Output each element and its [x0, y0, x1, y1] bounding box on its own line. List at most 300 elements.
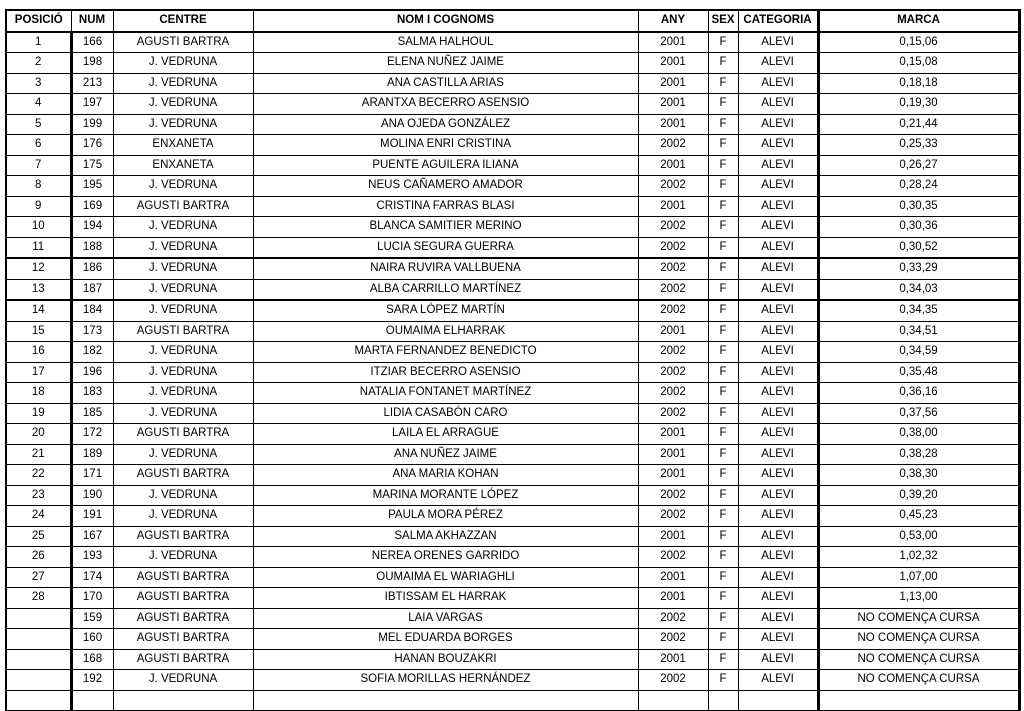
cell-sex: F [708, 362, 738, 383]
cell-categoria: ALEVI [738, 588, 818, 609]
cell-num: 187 [71, 279, 113, 300]
cell-categoria: ALEVI [738, 629, 818, 650]
cell-marca: 0,34,59 [818, 342, 1019, 363]
cell-any: 2002 [638, 547, 708, 568]
cell-centre [113, 690, 253, 711]
table-row [6, 567, 1019, 588]
cell-posicio: 3 [6, 73, 71, 94]
cell-marca: 0,15,06 [818, 32, 1019, 53]
table-row [6, 196, 1019, 217]
table-row [6, 135, 1019, 156]
cell-any: 2002 [638, 258, 708, 279]
table-row [6, 217, 1019, 238]
table-row [6, 403, 1019, 424]
cell-any: 2002 [638, 403, 708, 424]
cell-marca: 0,25,33 [818, 135, 1019, 156]
cell-nom: NAIRA RUVIRA VALLBUENA [253, 258, 638, 279]
header-posicio: POSICIÓ [6, 10, 71, 32]
cell-categoria: ALEVI [738, 383, 818, 404]
cell-nom: NEREA ORENES GARRIDO [253, 547, 638, 568]
cell-sex: F [708, 155, 738, 176]
results-table [5, 9, 1021, 711]
table-row [6, 526, 1019, 547]
cell-centre: J. VEDRUNA [113, 403, 253, 424]
cell-any: 2002 [638, 279, 708, 300]
cell-marca: 0,39,20 [818, 485, 1019, 506]
cell-categoria: ALEVI [738, 485, 818, 506]
cell-centre: J. VEDRUNA [113, 114, 253, 135]
cell-num: 160 [71, 629, 113, 650]
table-row [6, 73, 1019, 94]
cell-sex: F [708, 196, 738, 217]
cell-any: 2001 [638, 53, 708, 74]
cell-num: 184 [71, 300, 113, 321]
cell-nom: LIDIA CASABÓN CARO [253, 403, 638, 424]
cell-sex: F [708, 321, 738, 342]
cell-marca: 0,34,03 [818, 279, 1019, 300]
table-row [6, 258, 1019, 279]
cell-marca: 0,45,23 [818, 506, 1019, 527]
header-centre: CENTRE [113, 10, 253, 32]
cell-sex: F [708, 114, 738, 135]
cell-posicio: 22 [6, 465, 71, 486]
cell-marca: NO COMENÇA CURSA [818, 608, 1019, 629]
cell-categoria: ALEVI [738, 53, 818, 74]
table-row [6, 383, 1019, 404]
cell-any: 2001 [638, 32, 708, 53]
cell-centre: J. VEDRUNA [113, 300, 253, 321]
cell-marca: 0,26,27 [818, 155, 1019, 176]
cell-nom: MARINA MORANTE LÓPEZ [253, 485, 638, 506]
table-row [6, 588, 1019, 609]
cell-any: 2001 [638, 321, 708, 342]
cell-sex: F [708, 300, 738, 321]
cell-categoria: ALEVI [738, 465, 818, 486]
cell-nom: SARA LÓPEZ MARTÍN [253, 300, 638, 321]
cell-categoria: ALEVI [738, 321, 818, 342]
cell-sex: F [708, 279, 738, 300]
table-row [6, 629, 1019, 650]
cell-posicio: 14 [6, 300, 71, 321]
cell-nom: ARANTXA BECERRO ASENSIO [253, 94, 638, 115]
cell-num: 174 [71, 567, 113, 588]
cell-any: 2001 [638, 526, 708, 547]
cell-centre: J. VEDRUNA [113, 342, 253, 363]
cell-nom: LAILA EL ARRAGUE [253, 424, 638, 445]
cell-nom: NATALIA FONTANET MARTÍNEZ [253, 383, 638, 404]
cell-any: 2002 [638, 217, 708, 238]
cell-any: 2001 [638, 465, 708, 486]
cell-num: 166 [71, 32, 113, 53]
cell-categoria: ALEVI [738, 258, 818, 279]
cell-posicio: 20 [6, 424, 71, 445]
cell-any: 2002 [638, 135, 708, 156]
cell-centre: AGUSTI BARTRA [113, 608, 253, 629]
cell-num: 191 [71, 506, 113, 527]
cell-marca: 0,18,18 [818, 73, 1019, 94]
header-num: NUM [71, 10, 113, 32]
cell-sex: F [708, 506, 738, 527]
cell-num: 196 [71, 362, 113, 383]
cell-categoria: ALEVI [738, 567, 818, 588]
cell-posicio: 10 [6, 217, 71, 238]
table-row [6, 94, 1019, 115]
cell-centre: ENXANETA [113, 155, 253, 176]
cell-centre: J. VEDRUNA [113, 506, 253, 527]
table-row [6, 114, 1019, 135]
table-row [6, 362, 1019, 383]
cell-sex: F [708, 237, 738, 258]
cell-centre: J. VEDRUNA [113, 73, 253, 94]
cell-nom: IBTISSAM EL HARRAK [253, 588, 638, 609]
cell-any [638, 690, 708, 711]
cell-num [71, 690, 113, 711]
table-row [6, 321, 1019, 342]
cell-marca: 0,37,56 [818, 403, 1019, 424]
header-any: ANY [638, 10, 708, 32]
cell-sex: F [708, 342, 738, 363]
cell-categoria: ALEVI [738, 94, 818, 115]
cell-num: 183 [71, 383, 113, 404]
cell-num: 189 [71, 444, 113, 465]
cell-sex: F [708, 94, 738, 115]
cell-marca: 0,33,29 [818, 258, 1019, 279]
cell-posicio: 21 [6, 444, 71, 465]
cell-any: 2002 [638, 300, 708, 321]
cell-num: 194 [71, 217, 113, 238]
cell-nom: MOLINA ENRI CRISTINA [253, 135, 638, 156]
cell-centre: AGUSTI BARTRA [113, 465, 253, 486]
cell-nom [253, 690, 638, 711]
cell-sex: F [708, 649, 738, 670]
cell-num: 173 [71, 321, 113, 342]
cell-any: 2001 [638, 155, 708, 176]
cell-centre: J. VEDRUNA [113, 217, 253, 238]
table-row [6, 649, 1019, 670]
table-row [6, 547, 1019, 568]
cell-any: 2001 [638, 196, 708, 217]
cell-posicio [6, 608, 71, 629]
cell-marca: 1,13,00 [818, 588, 1019, 609]
cell-sex: F [708, 403, 738, 424]
cell-posicio: 18 [6, 383, 71, 404]
cell-centre: J. VEDRUNA [113, 258, 253, 279]
cell-num: 176 [71, 135, 113, 156]
table-row [6, 342, 1019, 363]
cell-num: 167 [71, 526, 113, 547]
cell-sex: F [708, 547, 738, 568]
cell-num: 159 [71, 608, 113, 629]
cell-any: 2002 [638, 485, 708, 506]
cell-sex: F [708, 73, 738, 94]
cell-marca: NO COMENÇA CURSA [818, 629, 1019, 650]
cell-categoria: ALEVI [738, 73, 818, 94]
cell-categoria: ALEVI [738, 155, 818, 176]
cell-sex: F [708, 217, 738, 238]
cell-marca: NO COMENÇA CURSA [818, 670, 1019, 691]
cell-sex: F [708, 135, 738, 156]
cell-centre: AGUSTI BARTRA [113, 321, 253, 342]
cell-marca: 0,38,28 [818, 444, 1019, 465]
cell-marca: 0,38,00 [818, 424, 1019, 445]
header-sex: SEX [708, 10, 738, 32]
table-row [6, 444, 1019, 465]
cell-centre: AGUSTI BARTRA [113, 649, 253, 670]
cell-num: 190 [71, 485, 113, 506]
cell-marca: 0,34,35 [818, 300, 1019, 321]
cell-nom: ANA CASTILLA ARIAS [253, 73, 638, 94]
cell-categoria: ALEVI [738, 506, 818, 527]
cell-nom: BLANCA SAMITIER MERINO [253, 217, 638, 238]
cell-posicio: 5 [6, 114, 71, 135]
cell-any: 2002 [638, 608, 708, 629]
cell-marca: 0,30,35 [818, 196, 1019, 217]
cell-marca: 0,30,36 [818, 217, 1019, 238]
cell-centre: J. VEDRUNA [113, 670, 253, 691]
cell-nom: PAULA MORA PÉREZ [253, 506, 638, 527]
cell-posicio: 27 [6, 567, 71, 588]
cell-nom: PUENTE AGUILERA ILIANA [253, 155, 638, 176]
cell-any: 2001 [638, 73, 708, 94]
cell-categoria: ALEVI [738, 547, 818, 568]
cell-num: 198 [71, 53, 113, 74]
cell-nom: MEL EDUARDA BORGES [253, 629, 638, 650]
cell-num: 172 [71, 424, 113, 445]
cell-categoria: ALEVI [738, 424, 818, 445]
cell-centre: J. VEDRUNA [113, 383, 253, 404]
header-marca: MARCA [818, 10, 1019, 32]
cell-nom: SALMA AKHAZZAN [253, 526, 638, 547]
cell-centre: J. VEDRUNA [113, 547, 253, 568]
cell-centre: J. VEDRUNA [113, 176, 253, 197]
table-row [6, 176, 1019, 197]
cell-num: 168 [71, 649, 113, 670]
cell-marca: 0,34,51 [818, 321, 1019, 342]
header-categoria: CATEGORIA [738, 10, 818, 32]
cell-nom: LUCIA SEGURA GUERRA [253, 237, 638, 258]
cell-marca: 0,53,00 [818, 526, 1019, 547]
cell-sex: F [708, 608, 738, 629]
results-body [6, 32, 1019, 711]
cell-centre: J. VEDRUNA [113, 444, 253, 465]
cell-marca: NO COMENÇA CURSA [818, 649, 1019, 670]
cell-num: 171 [71, 465, 113, 486]
cell-num: 186 [71, 258, 113, 279]
cell-posicio: 17 [6, 362, 71, 383]
cell-categoria: ALEVI [738, 300, 818, 321]
cell-nom: ANA NUÑEZ JAIME [253, 444, 638, 465]
cell-posicio: 4 [6, 94, 71, 115]
cell-nom: OUMAIMA EL WARIAGHLI [253, 567, 638, 588]
table-row [6, 155, 1019, 176]
cell-marca: 0,35,48 [818, 362, 1019, 383]
cell-marca [818, 690, 1019, 711]
cell-centre: J. VEDRUNA [113, 362, 253, 383]
cell-posicio: 26 [6, 547, 71, 568]
cell-num: 188 [71, 237, 113, 258]
cell-marca: 0,30,52 [818, 237, 1019, 258]
cell-num: 185 [71, 403, 113, 424]
cell-any: 2002 [638, 629, 708, 650]
cell-centre: AGUSTI BARTRA [113, 588, 253, 609]
cell-posicio: 28 [6, 588, 71, 609]
cell-nom: SOFIA MORILLAS HERNÁNDEZ [253, 670, 638, 691]
cell-any: 2001 [638, 114, 708, 135]
cell-sex: F [708, 670, 738, 691]
cell-marca: 1,07,00 [818, 567, 1019, 588]
cell-any: 2002 [638, 237, 708, 258]
cell-sex: F [708, 629, 738, 650]
table-row [6, 465, 1019, 486]
cell-posicio: 24 [6, 506, 71, 527]
cell-marca: 0,36,16 [818, 383, 1019, 404]
cell-posicio: 16 [6, 342, 71, 363]
cell-posicio: 12 [6, 258, 71, 279]
cell-centre: AGUSTI BARTRA [113, 526, 253, 547]
cell-sex: F [708, 567, 738, 588]
cell-any: 2002 [638, 342, 708, 363]
table-row [6, 506, 1019, 527]
cell-nom: ITZIAR BECERRO ASENSIO [253, 362, 638, 383]
cell-categoria: ALEVI [738, 196, 818, 217]
cell-num: 195 [71, 176, 113, 197]
cell-nom: HANAN BOUZAKRI [253, 649, 638, 670]
cell-sex: F [708, 424, 738, 445]
cell-posicio: 8 [6, 176, 71, 197]
cell-marca: 1,02,32 [818, 547, 1019, 568]
cell-categoria: ALEVI [738, 526, 818, 547]
cell-sex [708, 690, 738, 711]
cell-posicio: 19 [6, 403, 71, 424]
cell-categoria: ALEVI [738, 403, 818, 424]
cell-any: 2002 [638, 506, 708, 527]
cell-any: 2001 [638, 424, 708, 445]
cell-marca: 0,21,44 [818, 114, 1019, 135]
cell-centre: ENXANETA [113, 135, 253, 156]
table-row [6, 279, 1019, 300]
cell-categoria [738, 690, 818, 711]
cell-posicio: 13 [6, 279, 71, 300]
cell-num: 182 [71, 342, 113, 363]
cell-categoria: ALEVI [738, 237, 818, 258]
cell-sex: F [708, 526, 738, 547]
cell-marca: 0,38,30 [818, 465, 1019, 486]
cell-sex: F [708, 485, 738, 506]
table-row [6, 424, 1019, 445]
cell-centre: AGUSTI BARTRA [113, 629, 253, 650]
cell-sex: F [708, 176, 738, 197]
cell-num: 193 [71, 547, 113, 568]
cell-nom: ALBA CARRILLO MARTÍNEZ [253, 279, 638, 300]
cell-any: 2002 [638, 383, 708, 404]
cell-nom: ANA OJEDA GONZÁLEZ [253, 114, 638, 135]
cell-nom: SALMA HALHOUL [253, 32, 638, 53]
table-row [6, 670, 1019, 691]
cell-categoria: ALEVI [738, 176, 818, 197]
cell-sex: F [708, 444, 738, 465]
cell-sex: F [708, 465, 738, 486]
cell-posicio: 23 [6, 485, 71, 506]
cell-num: 199 [71, 114, 113, 135]
cell-categoria: ALEVI [738, 362, 818, 383]
cell-posicio [6, 690, 71, 711]
cell-num: 169 [71, 196, 113, 217]
cell-posicio: 11 [6, 237, 71, 258]
cell-any: 2001 [638, 94, 708, 115]
cell-any: 2001 [638, 567, 708, 588]
cell-nom: NEUS CAÑAMERO AMADOR [253, 176, 638, 197]
cell-centre: J. VEDRUNA [113, 53, 253, 74]
cell-centre: J. VEDRUNA [113, 485, 253, 506]
cell-nom: LAIA VARGAS [253, 608, 638, 629]
cell-categoria: ALEVI [738, 114, 818, 135]
cell-posicio: 2 [6, 53, 71, 74]
cell-nom: ANA MARIA KOHAN [253, 465, 638, 486]
cell-nom: CRISTINA FARRAS BLASI [253, 196, 638, 217]
cell-posicio: 7 [6, 155, 71, 176]
table-row [6, 32, 1019, 53]
cell-centre: AGUSTI BARTRA [113, 567, 253, 588]
cell-centre: AGUSTI BARTRA [113, 196, 253, 217]
cell-nom: ELENA NUÑEZ JAIME [253, 53, 638, 74]
cell-sex: F [708, 32, 738, 53]
table-row [6, 300, 1019, 321]
cell-sex: F [708, 53, 738, 74]
cell-num: 197 [71, 94, 113, 115]
cell-categoria: ALEVI [738, 279, 818, 300]
cell-centre: J. VEDRUNA [113, 237, 253, 258]
cell-any: 2001 [638, 588, 708, 609]
cell-posicio [6, 649, 71, 670]
cell-posicio: 6 [6, 135, 71, 156]
table-row [6, 690, 1019, 711]
table-row [6, 237, 1019, 258]
table-row [6, 53, 1019, 74]
cell-posicio: 15 [6, 321, 71, 342]
cell-posicio: 9 [6, 196, 71, 217]
cell-posicio: 25 [6, 526, 71, 547]
cell-marca: 0,28,24 [818, 176, 1019, 197]
cell-categoria: ALEVI [738, 217, 818, 238]
cell-num: 170 [71, 588, 113, 609]
header-row [6, 10, 1019, 32]
cell-categoria: ALEVI [738, 649, 818, 670]
cell-any: 2002 [638, 670, 708, 691]
cell-categoria: ALEVI [738, 32, 818, 53]
cell-categoria: ALEVI [738, 444, 818, 465]
cell-any: 2001 [638, 649, 708, 670]
header-nom: NOM I COGNOMS [253, 10, 638, 32]
table-row [6, 608, 1019, 629]
cell-marca: 0,19,30 [818, 94, 1019, 115]
cell-posicio [6, 670, 71, 691]
cell-num: 213 [71, 73, 113, 94]
cell-marca: 0,15,08 [818, 53, 1019, 74]
cell-posicio [6, 629, 71, 650]
cell-num: 175 [71, 155, 113, 176]
cell-posicio: 1 [6, 32, 71, 53]
cell-centre: AGUSTI BARTRA [113, 32, 253, 53]
cell-num: 192 [71, 670, 113, 691]
cell-centre: J. VEDRUNA [113, 279, 253, 300]
cell-categoria: ALEVI [738, 135, 818, 156]
cell-centre: J. VEDRUNA [113, 94, 253, 115]
cell-any: 2002 [638, 362, 708, 383]
cell-nom: MARTA FERNANDEZ BENEDICTO [253, 342, 638, 363]
cell-any: 2002 [638, 176, 708, 197]
cell-sex: F [708, 383, 738, 404]
cell-centre: AGUSTI BARTRA [113, 424, 253, 445]
